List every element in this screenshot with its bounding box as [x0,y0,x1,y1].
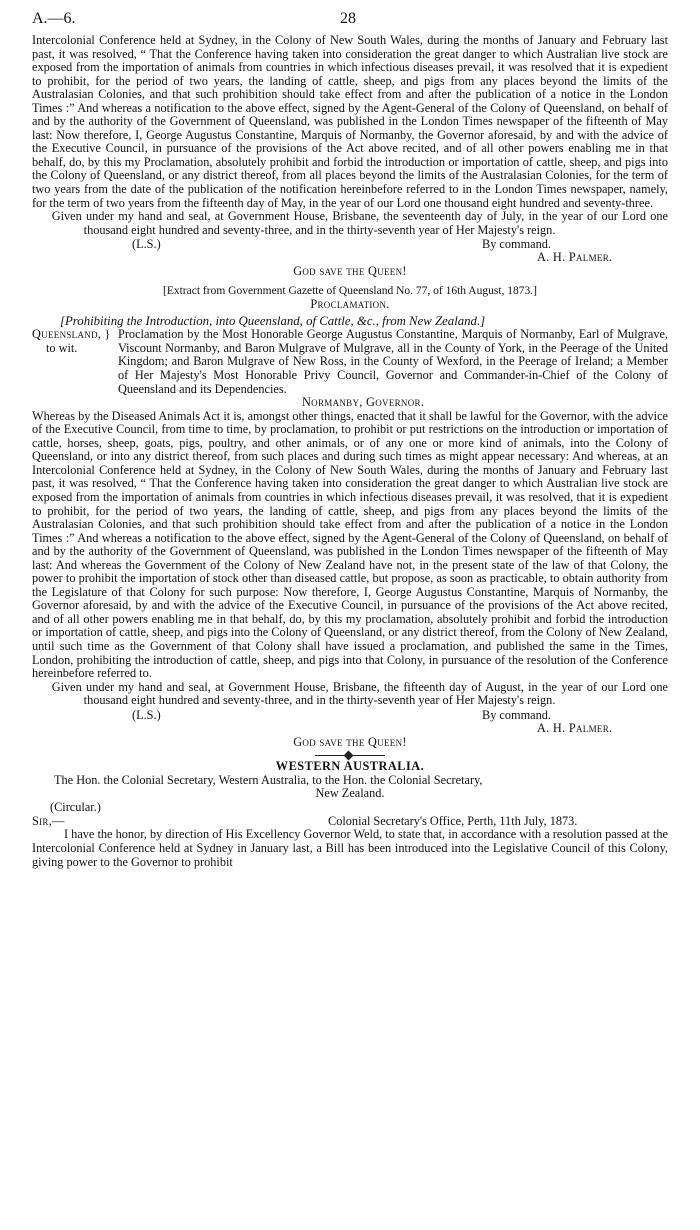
correspondence-title-continued: New Zealand. [315,786,385,801]
governor-signature: Normanby, Governor. [302,395,425,410]
signer-name: A. H. Palmer. [537,720,613,735]
seal-mark: (L.S.) [132,237,161,252]
second-proclamation-text: Whereas by the Diseased Animals Act it is, amongst other things, enacted that it shall be lawful for the Governor, with the advice of the Executive Council, from time to time, by proclamation, to prohibit or put restrictions on the introduction or importation of cattle, horses, sheep, goats, pigs, poultry, and other animals, or of any one or more kind of animals, into the Colony of Queensland, or into any district thereof, from such places and during such times as might appear necessary: And whereas, at an Intercolonial Conference held at Sydney, in the Colony of New South Wales, during the months of January and February last past, it was resolved, “ That the Conference having taken into consideration the great danger to which Australian live stock are exposed from the importation of animals from countries in which infectious diseases prevail, it was resolved, that it is expedient to prohibit, for the period of two years, the landing of cattle, sheep, and pigs from any places beyond the limits of the Australasian Colonies, and that such prohibition should take effect from and after the publication of a notice in the London Times :” And whereas a notification to the above effect, signed by the Agent-General of the Colony of Queensland, on behalf of and by the authority of the Government of Queensland, was published in the London Times newspaper of the fifteenth of May last: And whereas the Government of the Colony of New Zealand have not, in the present state of the law of that Colony, the power to prohibit the importation of stock other than diseased cattle, but propose, as soon as practicable, to obtain authority from the Legislature of that Colony for such purpose: Now therefore, I, George Augustus Constantine, Marquis of Normanby, the Governor aforesaid, by and with the advice of the Executive Council, in pursuance of the provisions of the Act above recited, and of all other powers enabling me in that behalf, do, by this my proclamation, absolutely prohibit and forbid the introduction or importation of cattle, sheep, and pigs into the Colony of Queensland, or any district thereof, from the Colony of New Zealand, until such time as the Government of that Colony shall have issued a proclamation, and published the same in the Times, London, prohibiting the introduction of cattle, sheep, and pigs into that Colony, in pursuance of the resolution of the Conference hereinbefore referred to. [32,408,668,681]
second-given-under-hand: Given under my hand and seal, at Government House, Brisbane, the fifteenth day of August, in the year of our Lord one thousand eight hundred and seventy-three, and in the thirty-seventh year of Her Majesty's reign. [51,679,668,708]
gazette-extract-note: [Extract from Government Gazette of Queensland No. 77, of 16th August, 1873.] [163,284,537,297]
brace-colony: Queensland, [32,327,102,342]
salutation: Sir,— [32,814,65,829]
prohibiting-title: [Prohibiting the Introduction, into Queensland, of Cattle, &c., from New Zealand.] [60,313,486,328]
correspondence-title: The Hon. the Colonial Secretary, Western Australia, to the Hon. the Colonial Secretary, [54,772,483,787]
second-signature-block [32,708,668,736]
god-save-the-queen: God save the Queen! [293,734,407,749]
signer-name: A. H. Palmer. [537,250,613,265]
seal-mark: (L.S.) [132,707,161,722]
paper-reference: A.—6. [32,10,76,27]
brace-text: Proclamation by the Most Honorable George Augustus Constantine, Marquis of Normanby, Earl of Mulgrave, Viscount Normanby, and Baron Mulgrave of Mulgrave, all in the County of York, in the Peerage of the United Kingdom; and Baron Mulgrave of New Ross, in the County of Wexford, in the Peerage of Ireland; a Member of Her Majesty's Most Honorable Privy Council, Governor and Commander-in-Chief of the Colony of Queensland and its Dependencies. [118,327,668,396]
salutation-line [32,814,668,828]
brace-to-wit: to wit. [46,340,78,355]
brace-label: Queensland, } to wit. [32,327,111,355]
by-command: By command. [482,237,551,252]
proclamation-heading: Proclamation. [310,297,390,312]
first-given-under-hand: Given under my hand and seal, at Government House, Brisbane, the seventeenth day of July, in the year of our Lord one thousand eight hundred and seventy-three, and in the thirty-seventh year of Her Majesty's reign. [51,209,668,237]
proclamation-preamble [32,328,668,396]
god-save-the-queen: God save the Queen! [293,264,407,279]
document-page [32,0,668,869]
western-australia-heading: WESTERN AUSTRALIA. [275,759,425,774]
page-header [32,0,668,34]
first-signature-block [32,237,668,265]
page-number: 28 [340,10,356,27]
section-divider [315,755,385,756]
first-proclamation-text: Intercolonial Conference held at Sydney, in the Colony of New South Wales, during the months of January and February last past, it was resolved, “ That the Conference having taken into consideration the great danger to which Australian live stock are exposed from the importation of animals from countries in which infectious diseases prevail, it was resolved that it is expedient to prohibit, for the period of two years, the landing of cattle, sheep, and pigs from any places beyond the limits of the Australasian Colonies, and that such prohibition should take effect from and after the publication of a notice in the London Times :” And whereas a notification to the above effect, signed by the Agent-General of the Colony of Queensland, on behalf of and by the authority of the Government of Queensland, was published in the London Times newspaper of the fifteenth of May last: Now therefore, I, George Augustus Constantine, Marquis of Normanby, the Governor aforesaid, by and with the advice of the Executive Council, in pursuance of the provisions of the Act above recited, and of all other powers enabling me in that behalf, do, by this my Proclamation, absolutely prohibit and forbid the introduction or importation of cattle, sheep, and pigs into the Colony of Queensland, or any district thereof, from all places beyond the limits of the Australasian Colonies, for the term of two years from the date of the publication of the notification hereinbefore referred to in the London Times newspaper, namely, for the term of two years from the fifteenth day of May, in the year of our Lord one thousand eight hundred and seventy-three. [32,33,668,210]
circular-label: (Circular.) [50,799,101,814]
by-command: By command. [482,707,551,722]
letter-body: I have the honor, by direction of His Excellency Governor Weld, to state that, in accordance with a resolution passed at the Intercolonial Conference held at Sydney in January last, a Bill has been introduced into the Legislative Council of this Colony, giving power to the Governor to prohibit [32,827,668,869]
office-and-date: Colonial Secretary's Office, Perth, 11th July, 1873. [328,814,578,829]
